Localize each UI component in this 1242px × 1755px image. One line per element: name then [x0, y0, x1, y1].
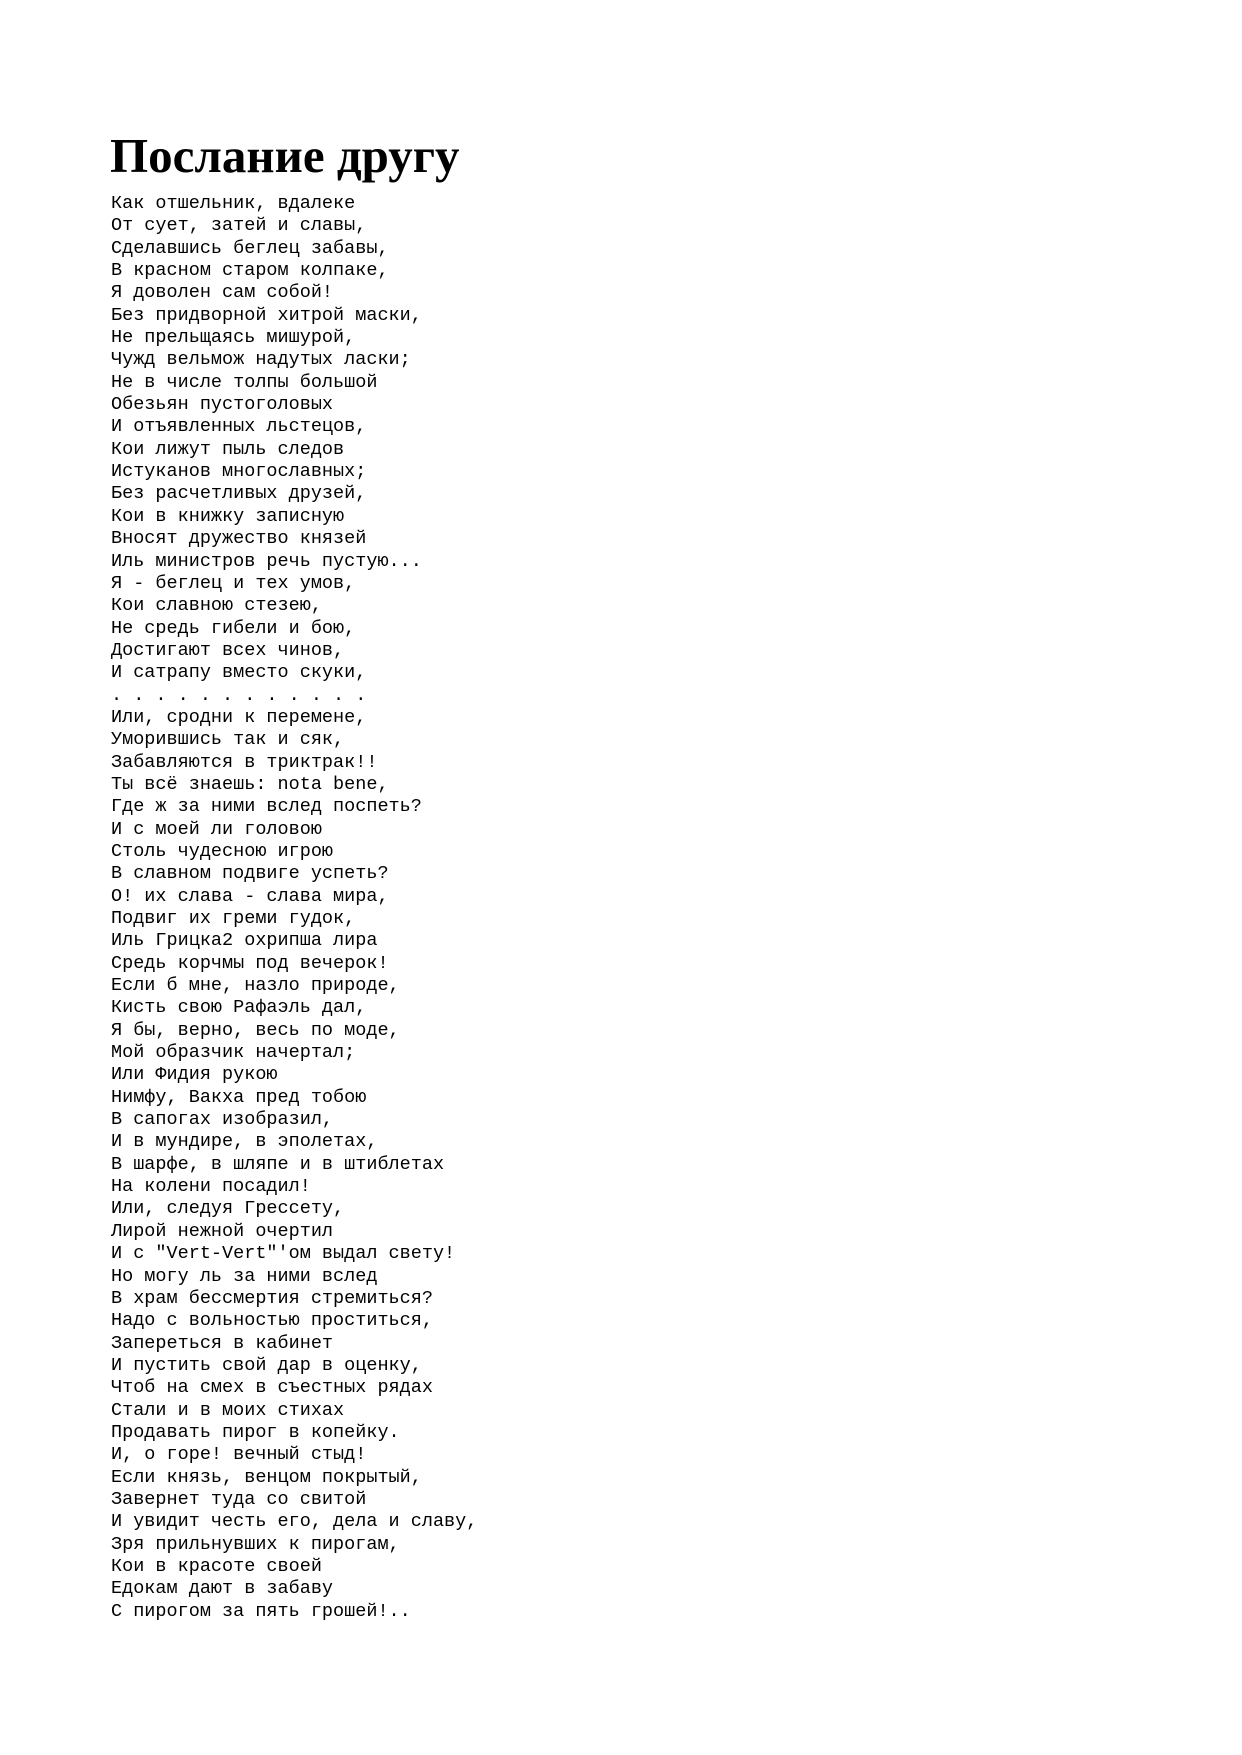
poem-line: От сует, затей и славы, [111, 215, 367, 237]
poem-line: . . . . . . . . . . . . [111, 684, 367, 706]
poem-line: Как отшельник, вдалеке [111, 193, 356, 214]
poem-line: Столь чудесною игрою [111, 840, 334, 862]
poem-line: Кои в книжку записную [111, 505, 345, 527]
poem-line: Зря прильнувших к пирогам, [111, 1533, 400, 1555]
poem-line: Лирой нежной очертил [111, 1220, 334, 1242]
poem-line: С пирогом за пять грошей!.. [111, 1600, 411, 1622]
poem-line: Продавать пирог в копейку. [111, 1421, 400, 1443]
poem-line: О! их слава - слава мира, [111, 885, 389, 907]
poem-line: Кои славною стезею, [111, 595, 322, 617]
poem-line: Средь корчмы под вечерок! [111, 952, 389, 974]
poem-line: Я доволен сам собой! [111, 282, 334, 304]
poem-text [111, 193, 477, 1623]
poem-line: Не в числе толпы большой [111, 371, 378, 393]
poem-line: И, о горе! вечный стыд! [111, 1444, 367, 1466]
poem-line: В шарфе, в шляпе и в штиблетах [111, 1153, 445, 1175]
poem-line: И в мундире, в эполетах, [111, 1131, 378, 1153]
poem-line: Кои лижут пыль следов [111, 438, 345, 460]
poem-line: В храм бессмертия стремиться? [111, 1287, 433, 1309]
poem-line: Иль министров речь пустую... [111, 550, 422, 572]
poem-line: Где ж за ними вслед поспеть? [111, 796, 422, 818]
poem-line: Но могу ль за ними вслед [111, 1265, 378, 1287]
poem-line: И с "Vert-Vert"'ом выдал свету! [111, 1243, 456, 1265]
poem-line: Без придворной хитрой маски, [111, 304, 422, 326]
poem-line: Сделавшись беглец забавы, [111, 237, 389, 259]
poem-line: Кисть свою Рафаэль дал, [111, 997, 367, 1019]
poem-line: Едокам дают в забаву [111, 1578, 334, 1600]
poem-line: И с моей ли головою [111, 818, 322, 840]
poem-line: Я бы, верно, весь по моде, [111, 1019, 400, 1041]
poem-line: Не прельщаясь мишурой, [111, 327, 356, 349]
poem-line: Не средь гибели и бою, [111, 617, 356, 639]
poem-line: Завернет туда со свитой [111, 1488, 367, 1510]
poem-line: Надо с вольностью проститься, [111, 1310, 433, 1332]
poem-line: Вносят дружество князей [111, 528, 367, 550]
poem-line: Или, сродни к перемене, [111, 706, 367, 728]
poem-line: Обезьян пустоголовых [111, 394, 334, 416]
poem-line: И отъявленных льстецов, [111, 416, 367, 438]
poem-line: Если князь, венцом покрытый, [111, 1466, 422, 1488]
poem-line: В сапогах изобразил, [111, 1109, 334, 1131]
poem-line: Забавляются в триктрак!! [111, 751, 378, 773]
poem-line: Нимфу, Вакха пред тобою [111, 1086, 367, 1108]
poem-line: На колени посадил! [111, 1176, 311, 1198]
poem-line: В славном подвиге успеть? [111, 863, 389, 885]
poem-line: Или, следуя Грессету, [111, 1198, 345, 1220]
poem-line: Стали и в моих стихах [111, 1399, 345, 1421]
poem-line: Запереться в кабинет [111, 1332, 334, 1354]
poem-line: Если б мне, назло природе, [111, 975, 400, 997]
poem-line: Без расчетливых друзей, [111, 483, 367, 505]
poem-line: Чтоб на смех в съестных рядах [111, 1377, 433, 1399]
poem-line: И сатрапу вместо скуки, [111, 662, 367, 684]
poem-line: Чужд вельмож надутых ласки; [111, 349, 411, 371]
poem-line: Достигают всех чинов, [111, 639, 345, 661]
poem-line: Истуканов многославных; [111, 461, 367, 483]
poem-line: И увидит честь его, дела и славу, [111, 1511, 478, 1533]
poem-line: И пустить свой дар в оценку, [111, 1354, 422, 1376]
poem-line: Я - беглец и тех умов, [111, 572, 356, 594]
poem-line: Ты всё знаешь: nota bene, [111, 773, 389, 795]
poem-line: Или Фидия рукою [111, 1064, 278, 1086]
poem-line: Мой образчик начертал; [111, 1042, 356, 1064]
poem-title: Послание другу [110, 128, 460, 183]
poem-line: В красном старом колпаке, [111, 260, 389, 282]
poem-line: Подвиг их греми гудок, [111, 908, 356, 929]
poem-line: Иль Грицка2 охрипша лира [111, 930, 378, 952]
poem-line: Кои в красоте своей [111, 1555, 322, 1577]
poem-line: Уморившись так и сяк, [111, 729, 345, 751]
